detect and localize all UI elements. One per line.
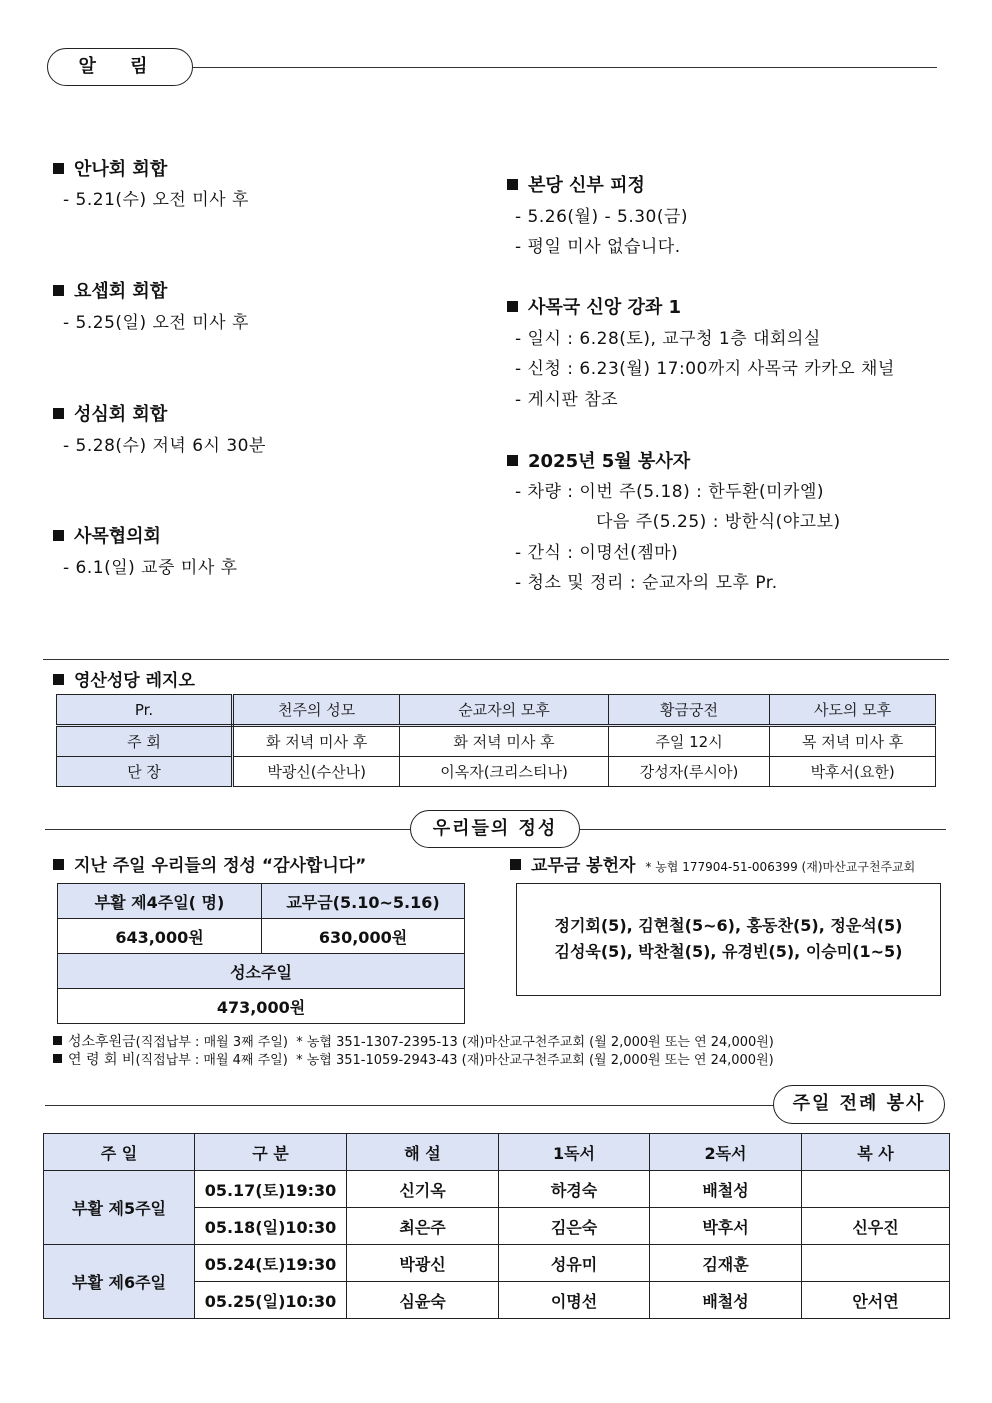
- legio-cell: 강성자(루시아): [608, 757, 770, 787]
- notice-title-retreat: 본당 신부 피정: [507, 171, 645, 197]
- notice-title-sacred-heart: 성심회 회합: [53, 400, 167, 426]
- notice-title-volunteers: 2025년 5월 봉사자: [507, 447, 690, 473]
- liturgy-cell: 05.17(토)19:30: [195, 1171, 347, 1208]
- notice-title-faith-lecture: 사목국 신앙 강좌 1: [507, 293, 681, 319]
- donors-account: * 농협 177904-51-006399 (재)마산교구천주교회: [645, 860, 916, 874]
- legio-row-label: 주 회: [57, 726, 233, 757]
- donors-box: [516, 883, 941, 996]
- liturgy-cell: 신우진: [802, 1208, 950, 1245]
- square-bullet-icon: [53, 1036, 62, 1045]
- liturgy-cell: 05.24(토)19:30: [195, 1245, 347, 1282]
- legio-cell: 화 저녁 미사 후: [400, 726, 608, 757]
- legio-table: [56, 694, 936, 787]
- offering-header-pill: [410, 810, 580, 848]
- notice-line: - 간식 : 이명선(젬마): [515, 543, 679, 563]
- notice-title-anna: 안나회 회합: [53, 155, 167, 181]
- notice-line: - 5.26(월) - 5.30(금): [515, 207, 689, 227]
- offering-col2-value: 630,000원: [262, 919, 465, 954]
- notice-line: - 평일 미사 없습니다.: [515, 237, 681, 257]
- square-bullet-icon: [53, 1054, 62, 1063]
- legio-top-rule: [43, 659, 949, 660]
- liturgy-cell: 이명선: [499, 1282, 650, 1319]
- legio-row-label: 단 장: [57, 757, 233, 787]
- fee-line-funeral: 연 령 회 비(직접납부 : 매월 4째 주일) * 농협 351-1059-2943-43 (재)마산교구천주교회 (월 2,000원 또는 연 24,000원): [53, 1049, 774, 1069]
- donors-line-2: 김성욱(5), 박찬철(5), 유경빈(5), 이승미(1~5): [554, 942, 903, 961]
- liturgy-cell: 박광신: [347, 1245, 499, 1282]
- donors-title: 교무금 봉헌자 * 농협 177904-51-006399 (재)마산교구천주교회: [510, 851, 915, 876]
- legio-cell: 박후서(요한): [770, 757, 936, 787]
- liturgy-cell: [802, 1245, 950, 1282]
- table-row: [44, 1171, 950, 1208]
- offering-col2-label: 교무금(5.10~5.16): [262, 884, 465, 919]
- square-bullet-icon: [53, 674, 64, 685]
- offering-col1-label: 부활 제4주일( 명): [58, 884, 262, 919]
- notice-line: - 6.1(일) 교중 미사 후: [63, 558, 238, 578]
- table-row: [57, 726, 936, 757]
- square-bullet-icon: [507, 455, 518, 466]
- notice-line: - 5.28(수) 저녁 6시 30분: [63, 436, 266, 456]
- liturgy-cell: 성유미: [499, 1245, 650, 1282]
- liturgy-cell: 신기옥: [347, 1171, 499, 1208]
- legio-header-cell: 천주의 성모: [233, 695, 400, 726]
- liturgy-cell: 김재훈: [650, 1245, 802, 1282]
- square-bullet-icon: [53, 163, 64, 174]
- notice-line: - 신청 : 6.23(월) 17:00까지 사목국 카카오 채널: [515, 359, 895, 379]
- offering-col1-value: 643,000원: [58, 919, 262, 954]
- legio-header-cell: Pr.: [57, 695, 233, 726]
- liturgy-rule: [45, 1105, 774, 1106]
- offering-rule-right: [580, 829, 946, 830]
- notice-line: - 청소 및 정리 : 순교자의 모후 Pr.: [515, 573, 778, 593]
- sanctuary-value: 473,000원: [58, 989, 465, 1024]
- offering-title: 지난 주일 우리들의 정성 “감사합니다”: [53, 851, 366, 876]
- notice-header-pill: [47, 48, 193, 86]
- liturgy-header-cell: 해 설: [347, 1134, 499, 1171]
- sanctuary-label: 성소주일: [58, 954, 465, 989]
- liturgy-cell: 안서연: [802, 1282, 950, 1319]
- liturgy-cell: 심윤숙: [347, 1282, 499, 1319]
- liturgy-cell: 하경숙: [499, 1171, 650, 1208]
- notice-line: - 차량 : 이번 주(5.18) : 한두환(미카엘): [515, 482, 825, 502]
- liturgy-header-title: 주일 전례 봉사: [792, 1093, 926, 1114]
- liturgy-cell: [802, 1171, 950, 1208]
- liturgy-sunday: 부활 제6주일: [44, 1245, 195, 1319]
- donors-line-1: 정기회(5), 김현철(5~6), 홍동찬(5), 정운석(5): [554, 916, 903, 935]
- liturgy-header-cell: 복 사: [802, 1134, 950, 1171]
- square-bullet-icon: [53, 408, 64, 419]
- liturgy-header-cell: 주 일: [44, 1134, 195, 1171]
- legio-header-cell: 황금궁전: [608, 695, 770, 726]
- legio-cell: 목 저녁 미사 후: [770, 726, 936, 757]
- legio-cell: 이옥자(크리스티나): [400, 757, 608, 787]
- notice-line: - 게시판 참조: [515, 390, 619, 410]
- legio-header-cell: 사도의 모후: [770, 695, 936, 726]
- square-bullet-icon: [507, 179, 518, 190]
- notice-line: - 5.21(수) 오전 미사 후: [63, 190, 249, 210]
- notice-header-title: 알 림: [78, 56, 162, 77]
- liturgy-cell: 05.18(일)10:30: [195, 1208, 347, 1245]
- liturgy-header-cell: 구 분: [195, 1134, 347, 1171]
- table-row: [44, 1245, 950, 1282]
- offering-header-title: 우리들의 정성: [432, 818, 558, 839]
- legio-cell: 주일 12시: [608, 726, 770, 757]
- notice-header-rule: [193, 67, 937, 68]
- liturgy-cell: 김은숙: [499, 1208, 650, 1245]
- liturgy-cell: 박후서: [650, 1208, 802, 1245]
- square-bullet-icon: [53, 285, 64, 296]
- liturgy-table: [43, 1133, 950, 1319]
- offering-table: [57, 883, 465, 1024]
- liturgy-header-cell: 1독서: [499, 1134, 650, 1171]
- legio-cell: 화 저녁 미사 후: [233, 726, 400, 757]
- legio-title: 영산성당 레지오: [53, 666, 195, 691]
- liturgy-sunday: 부활 제5주일: [44, 1171, 195, 1245]
- square-bullet-icon: [507, 301, 518, 312]
- notice-line: 다음 주(5.25) : 방한식(야고보): [596, 512, 841, 532]
- liturgy-header-pill: [773, 1085, 945, 1124]
- offering-rule-left: [45, 829, 411, 830]
- notice-line: - 5.25(일) 오전 미사 후: [63, 313, 249, 333]
- liturgy-cell: 최은주: [347, 1208, 499, 1245]
- fee-line-vocation: 성소후원금(직접납부 : 매월 3째 주일) * 농협 351-1307-2395-13 (재)마산교구천주교회 (월 2,000원 또는 연 24,000원): [53, 1031, 774, 1051]
- square-bullet-icon: [53, 530, 64, 541]
- square-bullet-icon: [510, 859, 521, 870]
- liturgy-cell: 배철성: [650, 1282, 802, 1319]
- notice-title-pastoral-council: 사목협의회: [53, 522, 161, 548]
- legio-cell: 박광신(수산나): [233, 757, 400, 787]
- notice-line: - 일시 : 6.28(토), 교구청 1층 대회의실: [515, 329, 821, 349]
- liturgy-header-cell: 2독서: [650, 1134, 802, 1171]
- liturgy-cell: 05.25(일)10:30: [195, 1282, 347, 1319]
- legio-header-cell: 순교자의 모후: [400, 695, 608, 726]
- table-row: [57, 757, 936, 787]
- square-bullet-icon: [53, 859, 64, 870]
- liturgy-cell: 배철성: [650, 1171, 802, 1208]
- notice-title-joseph: 요셉회 회합: [53, 277, 167, 303]
